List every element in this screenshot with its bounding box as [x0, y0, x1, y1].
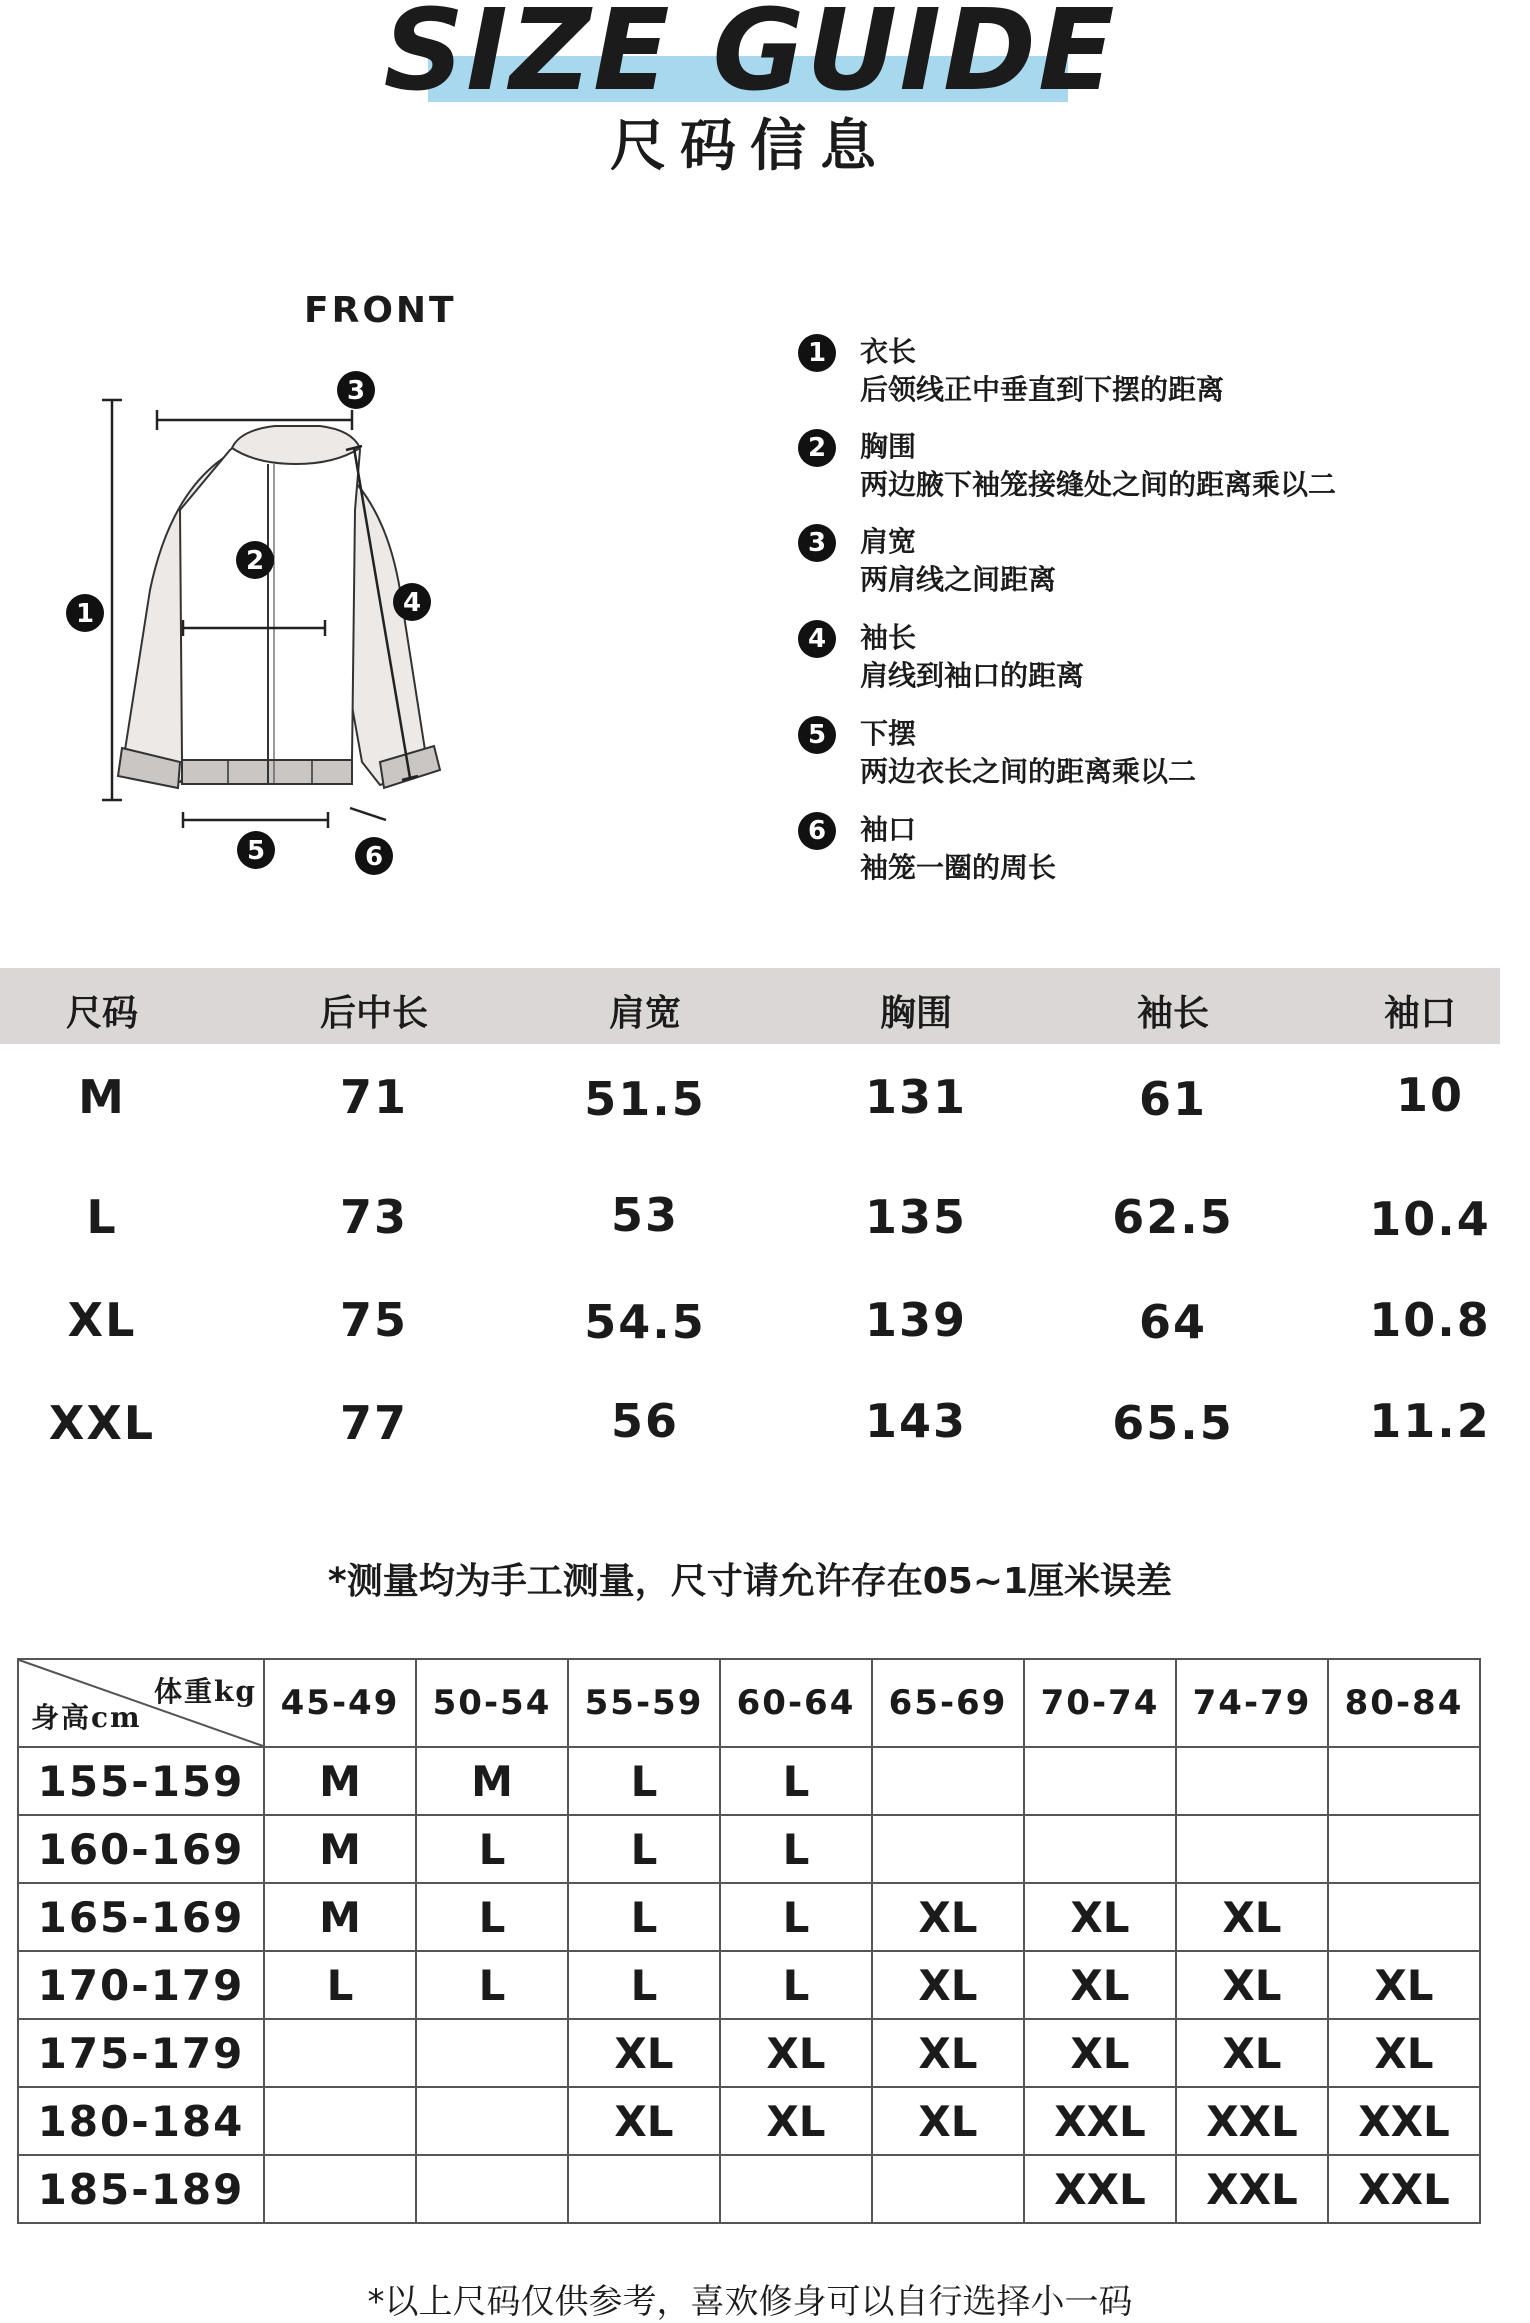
- size-recommendation-table: [17, 1658, 1481, 2224]
- marker-5: [237, 831, 275, 869]
- measure-header-shoulder: 肩宽: [608, 993, 681, 1034]
- size-cell: L: [416, 1951, 568, 2019]
- measure-cell: 135: [864, 1190, 968, 1244]
- size-cell: [264, 2019, 416, 2087]
- weight-header: 50-54: [416, 1659, 568, 1747]
- size-cell: XL: [872, 1883, 1024, 1951]
- measure-cell: 10.8: [1369, 1293, 1491, 1347]
- marker-6: [355, 837, 393, 875]
- measure-cell: 71: [339, 1070, 408, 1124]
- weight-header: 65-69: [872, 1659, 1024, 1747]
- size-cell: M: [264, 1815, 416, 1883]
- size-cell: XXL: [1328, 2087, 1480, 2155]
- measure-cell: 65.5: [1112, 1396, 1234, 1450]
- size-cell: [1024, 1815, 1176, 1883]
- svg-text:5: 5: [246, 836, 266, 866]
- measure-header-size: 尺码: [65, 993, 138, 1034]
- measurement-note: *测量均为手工测量，尺寸请允许存在05~1厘米误差: [327, 1561, 1173, 1602]
- measure-header-sleeve: 袖长: [1136, 993, 1209, 1034]
- measure-header-cuff: 袖口: [1383, 993, 1456, 1034]
- measure-cell: XXL: [48, 1396, 156, 1450]
- weight-header: 45-49: [264, 1659, 416, 1747]
- legend-desc: 两边衣长之间的距离乘以二: [860, 755, 1197, 788]
- legend-desc: 肩线到袖口的距离: [860, 659, 1085, 692]
- measure-cell: 51.5: [584, 1072, 706, 1126]
- legend-name: 肩宽: [860, 525, 917, 558]
- marker-badge: 6: [798, 812, 836, 850]
- page-title: SIZE GUIDE: [383, 0, 1117, 116]
- measure-cell: 75: [339, 1293, 408, 1347]
- measure-cell: 54.5: [584, 1295, 706, 1349]
- size-cell: [1328, 1815, 1480, 1883]
- svg-text:3: 3: [346, 376, 366, 406]
- measure-cell: 131: [864, 1070, 968, 1124]
- size-cell: [264, 2087, 416, 2155]
- marker-3: [337, 371, 375, 409]
- measure-cell: 53: [610, 1188, 679, 1242]
- size-cell: [1328, 1747, 1480, 1815]
- legend-desc: 两边腋下袖笼接缝处之间的距离乘以二: [860, 468, 1337, 501]
- size-cell: M: [416, 1747, 568, 1815]
- measure-cell: 61: [1138, 1072, 1207, 1126]
- corner-cell: [18, 1659, 264, 1747]
- measure-cell: 77: [339, 1396, 408, 1450]
- measure-cell: 139: [864, 1293, 968, 1347]
- svg-text:6: 6: [364, 842, 384, 872]
- svg-text:1: 1: [75, 599, 95, 629]
- size-cell: [1176, 1815, 1328, 1883]
- size-advice-note: *以上尺码仅供参考，喜欢修身可以自行选择小一码: [367, 2282, 1133, 2322]
- jacket-body: [180, 428, 360, 760]
- measure-header-chest: 胸围: [879, 993, 952, 1034]
- size-cell: L: [568, 1883, 720, 1951]
- svg-text:2: 2: [245, 546, 265, 576]
- marker-badge: 4: [798, 620, 836, 658]
- size-cell: M: [264, 1883, 416, 1951]
- marker-1: [66, 594, 104, 632]
- size-cell: XXL: [1024, 2087, 1176, 2155]
- marker-2: [236, 541, 274, 579]
- measure-table-header-bar: [0, 968, 1500, 1044]
- legend-desc: 后领线正中垂直到下摆的距离: [860, 373, 1225, 406]
- measure-cell: 64: [1138, 1295, 1207, 1349]
- size-cell: XL: [1176, 1951, 1328, 2019]
- height-range: 180-184: [18, 2087, 264, 2155]
- size-cell: [1024, 1747, 1176, 1815]
- size-cell: XL: [1024, 2019, 1176, 2087]
- size-cell: XL: [568, 2087, 720, 2155]
- marker-badge: 5: [798, 716, 836, 754]
- height-axis-label: 身高cm: [31, 1701, 142, 1734]
- table-row: [18, 1951, 1480, 2019]
- size-cell: [872, 2155, 1024, 2223]
- height-range: 175-179: [18, 2019, 264, 2087]
- size-cell: [720, 2155, 872, 2223]
- size-cell: XL: [1328, 1951, 1480, 2019]
- measure-cell: 11.2: [1369, 1394, 1491, 1448]
- size-cell: XL: [720, 2087, 872, 2155]
- weight-header: 60-64: [720, 1659, 872, 1747]
- size-cell: [872, 1815, 1024, 1883]
- size-cell: XL: [568, 2019, 720, 2087]
- size-cell: L: [264, 1951, 416, 2019]
- size-cell: XL: [1328, 2019, 1480, 2087]
- size-cell: XL: [1176, 2019, 1328, 2087]
- size-cell: XL: [1176, 1883, 1328, 1951]
- size-cell: L: [416, 1815, 568, 1883]
- legend-desc: 两肩线之间距离: [860, 563, 1057, 596]
- weight-header: 74-79: [1176, 1659, 1328, 1747]
- diagram-view-label: FRONT: [304, 290, 457, 331]
- size-cell: M: [264, 1747, 416, 1815]
- weight-header: 55-59: [568, 1659, 720, 1747]
- size-cell: [416, 2019, 568, 2087]
- table-row: [18, 2019, 1480, 2087]
- height-range: 165-169: [18, 1883, 264, 1951]
- size-cell: L: [568, 1747, 720, 1815]
- svg-text:4: 4: [402, 588, 422, 618]
- measure-header-length: 后中长: [319, 993, 428, 1034]
- weight-header-row: [18, 1659, 1480, 1747]
- measure-cell: 62.5: [1112, 1190, 1234, 1244]
- legend-name: 袖口: [860, 813, 917, 846]
- measure-cell: XL: [67, 1293, 137, 1347]
- size-cell: [264, 2155, 416, 2223]
- weight-header: 70-74: [1024, 1659, 1176, 1747]
- height-range: 170-179: [18, 1951, 264, 2019]
- size-cell: [1328, 1883, 1480, 1951]
- measure-cell: 10.4: [1369, 1192, 1491, 1246]
- height-range: 155-159: [18, 1747, 264, 1815]
- height-range: 160-169: [18, 1815, 264, 1883]
- measure-cell: M: [78, 1070, 126, 1124]
- size-cell: [872, 1747, 1024, 1815]
- size-cell: XL: [720, 2019, 872, 2087]
- page-subtitle: 尺码信息: [610, 114, 890, 179]
- marker-4: [393, 583, 431, 621]
- size-cell: XXL: [1176, 2087, 1328, 2155]
- table-row: [18, 2087, 1480, 2155]
- marker-badge: 3: [798, 524, 836, 562]
- legend-name: 衣长: [860, 335, 917, 368]
- size-cell: XL: [872, 2087, 1024, 2155]
- size-cell: L: [720, 1815, 872, 1883]
- size-cell: L: [416, 1883, 568, 1951]
- size-cell: XL: [1024, 1951, 1176, 2019]
- weight-header: 80-84: [1328, 1659, 1480, 1747]
- table-row: [18, 1883, 1480, 1951]
- table-row: [18, 1747, 1480, 1815]
- size-cell: L: [720, 1747, 872, 1815]
- size-cell: L: [720, 1951, 872, 2019]
- size-cell: XL: [872, 2019, 1024, 2087]
- legend-desc: 袖笼一圈的周长: [860, 851, 1057, 884]
- weight-axis-label: 体重kg: [154, 1675, 257, 1708]
- size-cell: [416, 2155, 568, 2223]
- size-cell: [1176, 1747, 1328, 1815]
- measure-cell: 10: [1395, 1068, 1464, 1122]
- height-range: 185-189: [18, 2155, 264, 2223]
- size-cell: XL: [872, 1951, 1024, 2019]
- measure-cell: 143: [864, 1394, 968, 1448]
- table-row: [18, 1815, 1480, 1883]
- measure-cell: L: [86, 1190, 118, 1244]
- legend-name: 胸围: [860, 430, 917, 463]
- size-cell: L: [568, 1815, 720, 1883]
- size-cell: XXL: [1328, 2155, 1480, 2223]
- size-cell: [568, 2155, 720, 2223]
- table-row: [18, 2155, 1480, 2223]
- size-cell: L: [720, 1883, 872, 1951]
- size-cell: L: [568, 1951, 720, 2019]
- size-cell: XL: [1024, 1883, 1176, 1951]
- measure-cell: 56: [610, 1394, 679, 1448]
- marker-badge: 2: [798, 429, 836, 467]
- legend-name: 袖长: [860, 621, 917, 654]
- size-cell: [416, 2087, 568, 2155]
- size-cell: XXL: [1176, 2155, 1328, 2223]
- size-cell: XXL: [1024, 2155, 1176, 2223]
- marker-badge: 1: [798, 334, 836, 372]
- jacket-diagram: [75, 330, 640, 890]
- measure-cell: 73: [339, 1190, 408, 1244]
- legend-name: 下摆: [860, 717, 917, 750]
